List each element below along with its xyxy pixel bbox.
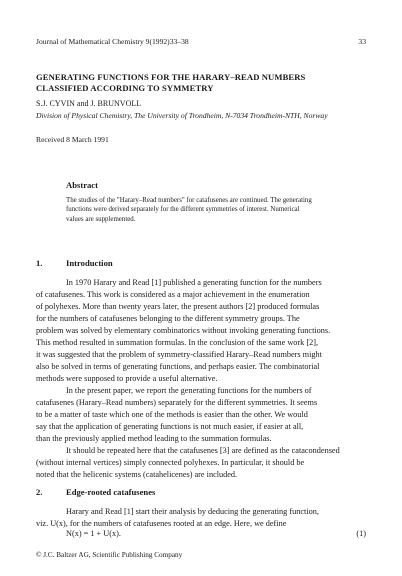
paragraph-line: viz. U(x), for the numbers of catafusenes rooted at an edge. Here, we define [36, 519, 287, 528]
paragraph-line: (without internal vertices) simply connected polyhexes. In particular, it should be [36, 458, 305, 467]
equation-number: (1) [356, 529, 366, 538]
title-line: GENERATING FUNCTIONS FOR THE HARARY–READ NUMBERS [36, 72, 306, 82]
paragraph-line: of catafusenes. This work is considered as a major achievement in the enumeration [36, 290, 310, 299]
section-number: 1. [36, 258, 43, 268]
paragraph-line: of polyhexes. More than twenty years later, the present authors [2] produced formulas [36, 302, 320, 311]
paragraph-line: noted that the helicenic systems (catahelicenes) are included. [36, 470, 238, 479]
paragraph-line: In the present paper, we report the generating functions for the numbers of [66, 386, 312, 395]
paragraph-line: Harary and Read [1] start their analysis by deducing the generating function, [66, 507, 319, 516]
paragraph-line: also be solved in terms of generating functions, and perhaps easier. The combinatorial [36, 362, 320, 371]
paragraph-line: it was suggested that the problem of symmetry-classified Harary–Read numbers might [36, 350, 322, 359]
abstract-line: The studies of the "Harary–Read numbers" for catafusenes are continued. The generating [66, 197, 312, 204]
paper-title [36, 72, 305, 94]
copyright-footer: © J.C. Baltzer AG, Scientific Publishing Company [36, 551, 183, 559]
paragraph-line: to be a matter of taste which one of the methods is easier than the other. We would [36, 410, 308, 419]
title-line: CLASSIFIED ACCORDING TO SYMMETRY [36, 83, 214, 93]
introduction-body [36, 277, 340, 481]
abstract-text [66, 196, 312, 224]
equation: N(x) = 1 + U(x). [66, 529, 121, 538]
journal-reference: Journal of Mathematical Chemistry 9(1992)33–38 [36, 37, 189, 46]
section-number: 2. [36, 487, 43, 497]
abstract-heading: Abstract [66, 180, 98, 190]
paragraph-line: say that the application of generating functions is not much easier, if easier at all, [36, 422, 304, 431]
paragraph-line: methods were supposed to provide a useful alternative. [36, 374, 218, 383]
edge-rooted-body [36, 506, 319, 530]
section-heading-edge-rooted [36, 487, 236, 499]
paragraph-line: for the numbers of catafusenes belonging to the different symmetry groups. The [36, 314, 300, 323]
section-title: Introduction [66, 258, 113, 268]
received-date: Received 8 March 1991 [36, 135, 109, 144]
affiliation: Division of Physical Chemistry, The University of Trondheim, N-7034 Trondheim-NTH, Norway [36, 111, 328, 120]
paragraph-line: catafusenes (Harary–Read numbers) separately for the different symmetries. It seems [36, 398, 318, 407]
paragraph-line: This method resulted in summation formulas. In the conclusion of the same work [2], [36, 338, 319, 347]
authors: S.J. CYVIN and J. BRUNVOLL [36, 99, 142, 108]
paragraph-line: In 1970 Harary and Read [1] published a generating function for the numbers [66, 278, 322, 287]
paragraph-line: problem was solved by elementary combinatorics without invoking generating functions. [36, 326, 331, 335]
paragraph-line: It should be repeated here that the catafusenes [3] are defined as the catacondensed [66, 446, 340, 455]
section-title: Edge-rooted catafusenes [66, 487, 156, 497]
paragraph-line: than the previously applied method leading to the summation formulas. [36, 434, 272, 443]
section-heading-introduction [36, 258, 236, 270]
abstract-line: values are supplemented. [66, 215, 136, 223]
page-number: 33 [358, 37, 366, 46]
abstract-line: functions were derived separately for the different symmetries of interest. Numerical [66, 206, 300, 214]
